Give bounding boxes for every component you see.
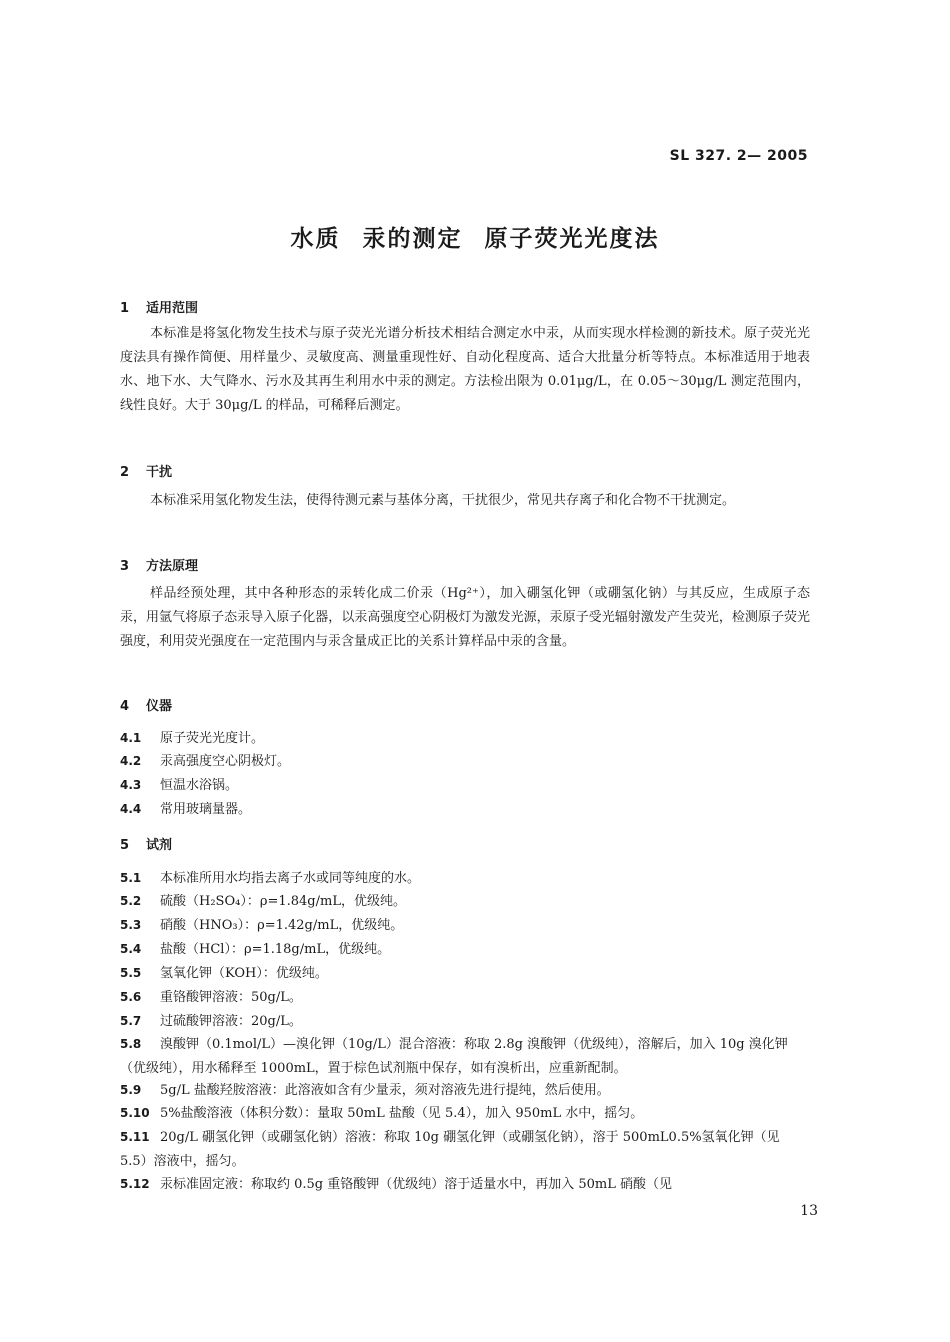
section-number: 1	[120, 301, 130, 316]
item-number: 5.3	[120, 918, 142, 932]
section-3-paragraph: 样品经预处理，其中各种形态的汞转化成二价汞（Hg²⁺），加入硼氢化钾（或硼氢化钠）与其反应，生成原子态汞，用氩气将原子态汞导入原子化器，以汞高强度空心阴极灯为激发光源，汞原子受光辐射激发产生荧光，检测原子荧光强度，利用荧光强度在一定范围内与汞含量成正比的关系计算样品中汞的含量。	[120, 586, 810, 649]
item-number: 5.9	[120, 1083, 142, 1097]
item-text: 恒温水浴锅。	[160, 778, 239, 793]
section-1-heading	[120, 297, 198, 316]
page-number: 13	[800, 1203, 818, 1219]
item-text: 原子荧光光度计。	[160, 731, 265, 746]
section-title: 仪器	[146, 699, 173, 714]
list-item	[120, 749, 810, 774]
item-number: 4.3	[120, 778, 142, 792]
section-number: 2	[120, 465, 130, 480]
item-number: 4.1	[120, 731, 142, 745]
item-number: 5.12	[120, 1177, 150, 1191]
item-text: 本标准所用水均指去离子水或同等纯度的水。	[160, 871, 421, 886]
item-text: 溴酸钾（0.1mol/L）—溴化钾（10g/L）混合溶液：称取 2.8g 溴酸钾（优级纯），溶解后，加入 10g 溴化钾（优级纯），用水稀释至 1000mL，置于棕色试剂瓶中保存，如有溴析出，应重新配制。	[120, 1037, 788, 1076]
list-item	[120, 1009, 810, 1034]
section-number: 5	[120, 838, 130, 853]
item-number: 5.6	[120, 990, 142, 1004]
item-number: 5.11	[120, 1130, 150, 1144]
item-text: 过硫酸钾溶液：20g/L。	[160, 1014, 302, 1029]
list-item	[120, 1101, 810, 1126]
item-number: 5.7	[120, 1014, 142, 1028]
item-number: 5.5	[120, 966, 142, 980]
item-number: 5.1	[120, 871, 142, 885]
list-item	[120, 889, 810, 914]
section-3-heading	[120, 555, 198, 574]
item-number: 5.8	[120, 1037, 142, 1051]
item-text: 硫酸（H₂SO₄）：ρ=1.84g/mL，优级纯。	[160, 894, 406, 909]
item-text: 氢氧化钾（KOH）：优级纯。	[160, 966, 328, 981]
item-text: 5g/L 盐酸羟胺溶液：此溶液如含有少量汞，须对溶液先进行提纯，然后使用。	[160, 1083, 610, 1098]
standard-code: SL 327. 2— 2005	[669, 148, 808, 164]
list-item	[120, 985, 810, 1010]
list-item	[120, 1078, 810, 1103]
item-text: 汞标准固定液：称取约 0.5g 重铬酸钾（优级纯）溶于适量水中，再加入 50mL 硝酸（见	[160, 1177, 673, 1192]
item-number: 4.4	[120, 802, 142, 816]
document-title: 水质 汞的测定 原子荧光光度法	[290, 226, 660, 252]
list-item	[120, 937, 810, 962]
item-number: 5.2	[120, 894, 142, 908]
section-title: 试剂	[146, 838, 173, 853]
item-number: 4.2	[120, 754, 142, 768]
item-text: 20g/L 硼氢化钾（或硼氢化钠）溶液：称取 10g 硼氢化钾（或硼氢化钠），溶于 500mL0.5%氢氧化钾（见 5.5）溶液中，摇匀。	[120, 1130, 780, 1169]
section-1-paragraph: 本标准是将氢化物发生技术与原子荧光光谱分析技术相结合测定水中汞，从而实现水样检测的新技术。原子荧光光度法具有操作简便、用样量少、灵敏度高、测量重现性好、自动化程度高、适合大批量分析等特点。本标准适用于地表水、地下水、大气降水、污水及其再生利用水中汞的测定。方法检出限为 0.01μg/L，在 0.05～30μg/L 测定范围内，线性良好。大于 30μg/L 的样品，可稀释后测定。	[120, 326, 810, 413]
item-number: 5.4	[120, 942, 142, 956]
list-item	[120, 1032, 810, 1081]
section-title: 适用范围	[146, 301, 199, 316]
item-text: 汞高强度空心阴极灯。	[160, 754, 291, 769]
list-item	[120, 1125, 810, 1174]
section-title: 干扰	[146, 465, 173, 480]
list-item	[120, 961, 810, 986]
section-number: 3	[120, 559, 130, 574]
section-2-paragraph: 本标准采用氢化物发生法，使得待测元素与基体分离，干扰很少，常见共存离子和化合物不干扰测定。	[150, 493, 736, 508]
list-item	[120, 1172, 810, 1197]
item-number: 5.10	[120, 1106, 150, 1120]
section-2-heading	[120, 461, 172, 480]
item-text: 硝酸（HNO₃）：ρ=1.42g/mL，优级纯。	[160, 918, 404, 933]
list-item	[120, 773, 810, 798]
list-item	[120, 866, 810, 891]
section-5-heading	[120, 834, 172, 853]
item-text: 常用玻璃量器。	[160, 802, 252, 817]
list-item	[120, 913, 810, 938]
item-text: 盐酸（HCl）：ρ=1.18g/mL，优级纯。	[160, 942, 391, 957]
list-item	[120, 726, 810, 751]
item-text: 5%盐酸溶液（体积分数）：量取 50mL 盐酸（见 5.4），加入 950mL 水中，摇匀。	[160, 1106, 644, 1121]
section-number: 4	[120, 699, 130, 714]
section-4-heading	[120, 695, 172, 714]
item-text: 重铬酸钾溶液：50g/L。	[160, 990, 302, 1005]
list-item	[120, 797, 810, 822]
section-title: 方法原理	[146, 559, 199, 574]
